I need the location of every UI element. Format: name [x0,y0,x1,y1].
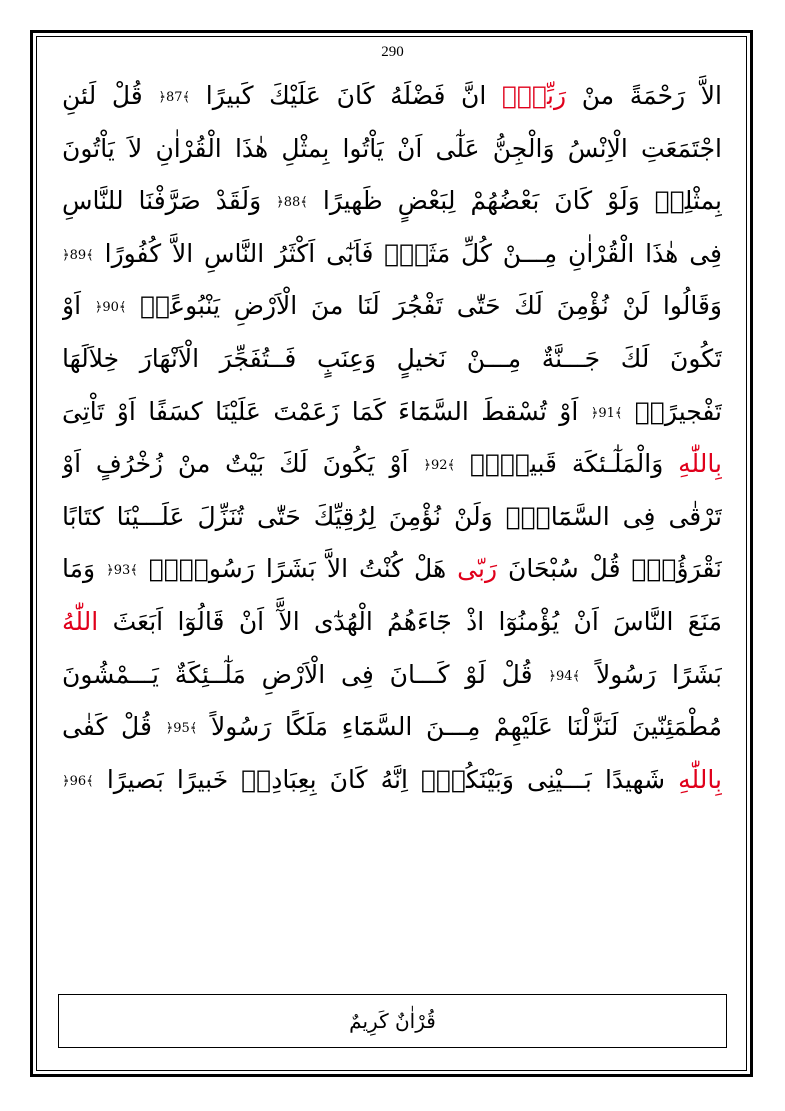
ayah-number: ﴿90﴾ [94,300,127,316]
ayah-number: ﴿95﴾ [165,721,198,737]
verse-text: تَرْقٰى فِى السَّمَٓاءِۜ وَلَنْ نُؤْمِنَ لِرُقِيِّكَ حَتّٰى تُنَزِّلَ عَلَـــيْنَا كتَابًا [62,501,722,531]
verse-text: وَمَا [62,554,107,584]
text-line [62,280,722,333]
text-line [62,228,722,281]
text-line [62,754,722,807]
verse-text: مَنَعَ النَّاسَ اَنْ يُؤْمنُوٓا اذْ جَٓاءَهُمُ الْهُدٰٓى الآَّ اَنْ قَالُوٓا اَبَعَثَ [98,606,722,636]
verse-text: وَالْمَلٰٓـئكَة قَبيلاًۙ [455,449,679,479]
text-line [62,438,722,491]
ayah-number: ﴿88﴾ [276,195,308,211]
verse-text: قُلْ لَوْ كَـــانَ فِى الْاَرْضِ مَلٰٓــئِكَةٌ يَـــمْشُونَ [62,659,549,689]
page-number: 290 [381,44,404,60]
verse-text: الاَّ رَحْمَةً منْ [566,81,722,110]
text-line [62,333,722,386]
text-line [62,649,722,702]
verse-text: مُطْمَئِنّينَ لَنَزَّلْنَا عَلَيْهِمْ مِـــنَ السَّمَٓاءِ مَلَكًا رَسُولاً [197,712,722,742]
text-line [62,70,722,123]
verse-text: اَوْ [62,291,95,321]
verse-text: انَّ فَضْلَهُ كَانَ عَلَيْكَ كَبيرًا [190,81,503,110]
verse-text: وَقَالُوا لَنْ نُؤْمِنَ لَكَ حَتّٰى تَفْجُرَ لَنَا منَ الْاَرْضِ يَنْبُوعًاۙ [126,291,722,321]
verse-text: تَكُونَ لَكَ جَـــنَّةٌ مِـــنْ نَخيلٍ وَعِنَبٍ فَــتُفَجِّرَ الْاَنْهَارَ خِلاَلَهَا [62,343,722,373]
text-line [62,123,722,176]
verse-text: شَهيدًا بَـــيْنِى وَبَيْنَكُمْۜ اِنَّهُ كَانَ بِعِبَادِهٖ خَبيرًا بَصيرًا [93,764,679,794]
ayah-number: ﴿92﴾ [423,458,456,474]
verse-text-block [62,70,722,806]
verse-text: وَلَقَدْ صَرَّفْنَا للنَّاسِ [62,186,277,216]
ayah-number: ﴿91﴾ [590,405,623,421]
verse-text: نَقْرَؤُهُۜ قُلْ سُبْحَانَ [497,554,722,584]
text-line [62,596,722,649]
verse-text: بِمثْلِهٖ وَلَوْ كَانَ بَعْضُهُمْ لِبَعْضٍ ظَهيرًا [307,186,722,216]
verse-text: اَوْ تُسْقطَ السَّمَٓاءَ كَمَا زَعَمْتَ عَلَيْنَا كسَفًا اَوْ تَاْتِىَ [62,396,591,426]
divine-name: اللّٰهُ [62,606,99,636]
ayah-number: ﴿93﴾ [106,563,138,579]
text-line [62,491,722,544]
divine-name: بِاللّٰهِ [678,449,722,479]
divine-name: رَبِّكَۜ [502,81,567,110]
verse-text: اَوْ يَكُونَ لَكَ بَيْتٌ منْ زُخْرُفٍ اَوْ [62,449,424,479]
verse-text: فِى هٰذَا الْقُرْاٰنِ مِـــنْ كُلِّ مَثَلٍۘ فَاَبٰٓى اَكْثَرُ النَّاسِ الاَّ كُفُورًا [93,238,722,268]
verse-text: بَشَرًا رَسُولاً [580,659,722,689]
verse-text: قُلْ لَئنِ [62,81,159,110]
verse-text: تَفْجيرًاۙ [622,396,722,426]
footer-title: قُرْاٰنٌ كَرِيمٌ [349,1009,436,1033]
ayah-number: ﴿87﴾ [158,90,191,105]
text-line [62,701,722,754]
divine-name: رَبّى [457,554,498,584]
ayah-number: ﴿89﴾ [62,247,94,263]
text-line [62,543,722,596]
verse-text: قُلْ كَفٰى [62,712,166,742]
text-line [62,386,722,439]
text-line [62,175,722,228]
footer-title-box [58,994,727,1048]
ayah-number: ﴿96﴾ [62,773,94,789]
verse-text: اجْتَمَعَتِ الْاِنْسُ وَالْجِنُّ عَلٰٓى اَنْ يَاْتُوا بِمثْلِ هٰذَا الْقُرْاٰنِ لاَ يَاْتُونَ [62,133,722,163]
divine-name: بِاللّٰهِ [678,764,722,794]
verse-text: هَلْ كُنْتُ الاَّ بَشَرًا رَسُولاً۟ [137,554,458,584]
ayah-number: ﴿94﴾ [548,668,581,684]
